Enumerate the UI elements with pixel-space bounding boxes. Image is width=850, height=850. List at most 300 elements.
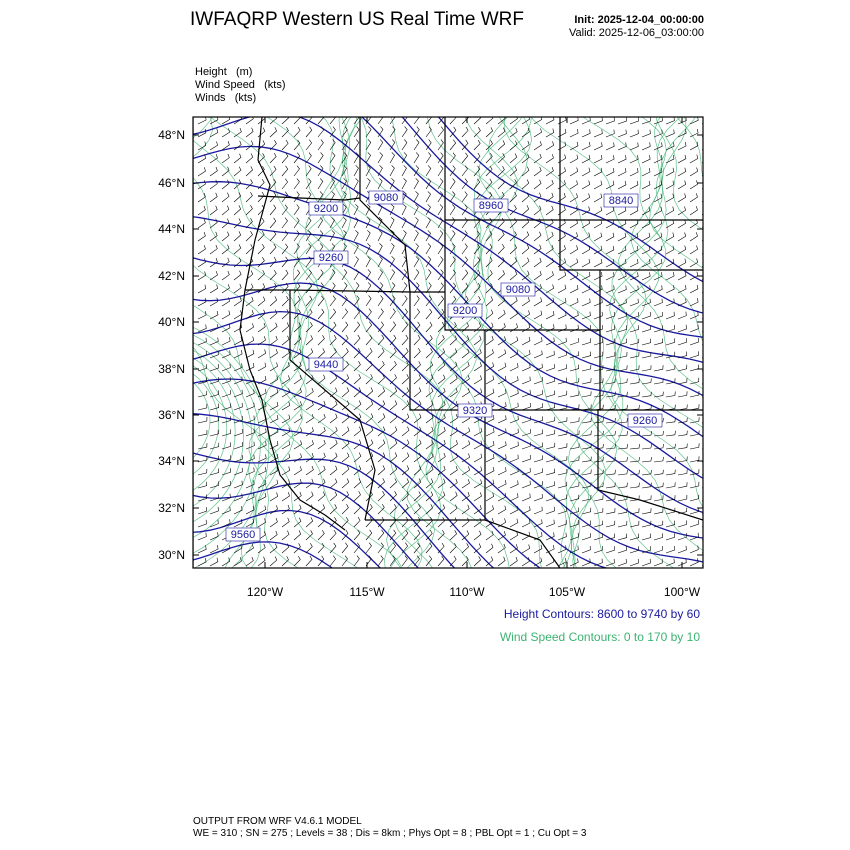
wind-barb [414,335,420,345]
wind-barb [378,491,385,501]
wind-barb [666,365,675,371]
wind-barb [582,142,590,150]
wind-barb [666,246,674,254]
wind-barb [474,140,480,150]
wind-barb [522,193,529,203]
wind-barb [354,504,360,514]
wind-barb [282,531,289,540]
wind-barb [450,362,457,371]
wind-barb [570,168,578,177]
wind-barb [606,168,614,176]
wind-barb [546,456,555,462]
wind-barb [510,271,517,281]
wind-barb [438,505,445,515]
wind-barb [462,192,467,202]
wind-barb [558,142,566,150]
wind-barb [510,390,518,398]
wind-barb [402,178,406,189]
wind-barb [426,414,433,423]
wind-barb [222,350,230,358]
wind-barb [402,478,409,488]
wind-barb [630,444,640,449]
wind-barb [282,428,290,436]
wind-barb [306,414,314,423]
wind-barb [330,466,337,475]
wind-barb [630,259,638,267]
wind-barb [690,365,699,371]
wind-barb [534,128,542,137]
wind-barb [546,232,553,241]
wind-barb [234,218,241,228]
wind-barb [570,245,578,254]
wind-barb [210,284,218,293]
wind-barb [486,531,493,540]
wind-barb [378,517,384,527]
wind-barb [342,217,346,228]
wind-barb [246,557,253,566]
wind-barb [582,233,590,242]
wind-barb [318,296,324,306]
wind-barb [678,405,687,411]
wind-barb [210,558,218,566]
wind-barb [654,508,663,514]
wind-barb [402,427,409,436]
wind-barb [198,430,207,436]
wind-barb [222,468,231,475]
height-contour-label: 9320 [462,405,488,417]
wind-barb [642,312,651,319]
wind-barb [654,533,663,540]
wind-barb [486,115,493,124]
wind-barb [546,430,555,436]
wind-barb [630,559,639,566]
wind-barb [438,230,443,241]
wind-barb [354,427,361,436]
wind-barb [246,205,252,215]
state-border [560,117,600,330]
wind-barb [294,375,301,384]
wind-barb [378,387,385,397]
wind-barb [438,517,445,527]
wind-barb [222,206,229,215]
wind-barb [558,443,567,449]
wind-barb [522,403,531,410]
wind-speed-contour [305,110,442,580]
wind-barb [558,495,567,502]
wind-barb [618,207,626,215]
wind-barb [594,207,602,215]
wind-barb [330,230,335,241]
wind-barb [510,141,517,150]
wind-barb [654,259,662,267]
wind-barb [306,335,313,345]
wind-barb [498,115,505,124]
wind-barb [630,379,639,384]
wind-barb [210,245,217,254]
wind-barb [642,457,652,462]
wind-barb [390,504,396,514]
wind-barb [630,405,640,410]
wind-barb [510,557,517,566]
wind-barb [378,530,384,540]
wind-barb [198,338,206,345]
wind-barb [606,233,614,241]
wind-barb [498,179,504,189]
wind-barb [522,455,531,462]
wind-barb [306,296,312,306]
wind-barb [258,506,266,514]
wind-barb [498,363,506,371]
wind-barb [366,427,373,436]
latitude-label: 46°N [158,176,185,190]
wind-barb [390,322,396,332]
wind-barb [282,296,288,306]
wind-barb [534,455,543,462]
wind-barb [282,114,289,124]
wind-barb [462,244,467,254]
wind-barb [438,348,445,358]
wind-barb [246,192,252,202]
wind-barb [498,480,506,488]
wind-barb [678,181,686,190]
wind-barb [666,155,674,163]
height-contour-legend: Height Contours: 8600 to 9740 by 60 [503,607,700,621]
wind-barb [534,180,541,189]
wind-barb [498,544,505,553]
wind-barb [462,218,467,228]
wind-barb [474,428,482,436]
wind-barb [666,130,674,138]
wind-barb [306,127,312,137]
wind-barb [486,389,494,397]
wind-barb [462,543,469,553]
wind-barb [450,543,456,553]
wind-barb [366,309,371,319]
wind-barb [534,258,541,267]
wind-barb [390,414,397,423]
latitude-label: 40°N [158,315,185,329]
wind-barb [366,335,372,345]
wind-barb [258,363,266,371]
wind-barb [666,285,674,293]
wind-barb [642,325,651,332]
wind-barb [546,391,555,398]
wind-speed-contour [655,110,799,580]
wind-barb [642,559,651,566]
wind-barb [618,352,627,358]
wind-barb [282,505,289,514]
wind-barb [222,154,229,163]
wind-barb [570,338,579,345]
wind-barb [330,556,336,566]
wind-barb [618,379,627,384]
wind-barb [330,414,337,423]
wind-barb [558,325,566,333]
wind-barb [246,442,254,449]
wind-barb [354,335,360,345]
wind-barb [258,297,265,306]
wind-barb [642,220,650,228]
wind-barb [390,374,397,384]
wind-barb [462,153,468,163]
wind-barb [198,507,207,514]
wind-barb [438,556,444,566]
wind-barb [402,401,409,411]
wind-barb [546,469,555,475]
wind-barb [678,206,686,215]
wind-barb [330,114,336,124]
wind-barb [582,508,591,514]
wind-barb [666,418,675,423]
wind-barb [402,374,409,384]
wind-barb [522,363,530,371]
wind-barb [510,310,517,319]
wind-barb [270,518,277,527]
wind-barb [366,466,373,476]
wind-barb [678,272,686,280]
wind-barb [678,325,687,332]
height-contour-label: 8960 [478,200,504,212]
wind-barb [318,140,323,150]
wind-barb [678,520,687,527]
wind-barb [354,556,359,566]
wind-barb [690,168,698,177]
wind-barb [426,401,433,410]
latitude-label: 44°N [158,222,185,236]
wind-barb [306,166,311,176]
wind-barb [498,323,505,332]
wind-barb [222,193,229,202]
wind-barb [678,155,686,163]
wind-barb [570,219,578,228]
wind-barb [282,153,288,163]
wind-barb [450,401,457,410]
wind-barb [294,166,300,176]
wind-barb [294,192,299,202]
wind-barb [534,141,542,150]
wind-barb [642,272,650,280]
wind-barb [690,520,699,527]
wind-barb [690,495,699,501]
wind-barb [258,350,266,359]
wind-barb [270,323,277,332]
wind-barb [582,378,591,384]
wind-barb [414,230,418,241]
wind-barb [234,231,241,241]
wind-barb [306,244,311,255]
wind-barb [330,217,335,228]
wind-barb [666,207,674,215]
height-contour-label: 9200 [452,305,478,317]
wind-barb [534,337,542,345]
wind-barb [654,483,663,488]
wind-barb [654,470,663,475]
height-contour-label: 9080 [505,284,531,296]
wind-barb [474,375,482,384]
wind-barb [642,508,651,514]
wind-barb [414,348,420,358]
wind-barb [330,492,337,502]
wind-barb [426,309,432,319]
wind-barb [546,154,554,163]
wind-barb [222,180,229,189]
wind-barb [690,245,698,254]
wind-speed-contour [573,110,733,580]
wind-barb [342,453,349,462]
footer-line-1: OUTPUT FROM WRF V4.6.1 MODEL [193,816,362,827]
wind-barb [606,470,616,475]
wind-barb [366,387,373,397]
wind-barb [582,546,590,553]
wind-barb [618,431,628,436]
wind-barb [294,179,299,189]
wind-barb [378,114,383,124]
wind-barb [558,364,567,371]
wind-barb [198,232,205,241]
field-name: Wind Speed [195,79,255,91]
wind-barb [330,348,337,358]
wind-barb [426,191,431,202]
wind-barb [450,153,455,163]
wind-barb [330,309,336,319]
wind-barb [450,492,457,501]
wind-barb [282,479,290,488]
wind-barb [378,230,382,241]
wind-barb [426,153,431,164]
wind-barb [414,191,418,202]
wind-barb [690,206,698,215]
wind-barb [294,556,300,566]
wind-barb [354,230,358,241]
wind-barb [378,374,385,384]
wind-barb [642,444,652,449]
wind-barb [402,140,407,151]
wind-barb [450,414,458,423]
wind-barb [438,427,445,436]
wind-barb [450,440,458,449]
wind-barb [342,504,348,514]
wind-barb [546,311,554,319]
wind-barb [378,269,383,280]
wind-barb [642,405,652,410]
wind-barb [606,483,615,488]
wind-barb [378,440,385,449]
wind-barb [522,377,530,384]
wind-barb [594,299,602,306]
wind-barb [414,152,419,163]
wind-barb [294,530,301,540]
wind-barb [366,401,373,411]
wind-barb [690,469,699,475]
wind-barb [618,534,627,540]
wind-barb [366,543,372,553]
wind-barb [510,480,518,488]
height-contour-label: 9440 [313,359,339,371]
wind-barb [354,178,358,189]
wind-barb [414,309,420,319]
wind-barb [294,205,299,215]
wind-barb [222,271,229,280]
wind-barb [678,194,686,203]
wind-barb [546,507,555,514]
wind-barb [294,466,302,475]
wind-barb [570,298,578,306]
wind-barb [414,217,418,228]
wind-barb [198,285,206,293]
wind-barb [282,218,288,228]
wind-barb [246,154,253,164]
wind-barb [366,348,372,358]
wind-barb [246,323,254,332]
wind-barb [462,518,469,527]
wind-barb [594,495,603,501]
wind-barb [210,167,217,176]
wind-barb [534,507,542,514]
wind-barb [630,130,638,137]
wind-barb [198,311,206,319]
wind-barb [534,403,543,410]
wind-barb [270,127,277,137]
wind-barb [438,257,443,268]
wind-barb [594,521,603,527]
wind-barb [642,534,651,541]
wind-barb [378,361,384,371]
wind-barb [366,127,371,138]
wind-barb [570,391,579,397]
wind-barb [666,559,674,566]
wind-barb [558,129,566,137]
wind-barb [642,495,651,501]
wind-barb [510,493,518,501]
wind-barb [234,128,241,137]
wind-barb [618,457,628,462]
wind-barb [318,114,324,124]
wind-barb [342,309,348,319]
wind-barb [378,348,384,358]
wind-barb [270,376,278,384]
wind-barb [546,180,553,189]
wind-barb [390,453,397,463]
wind-barb [234,154,241,163]
wind-barb [462,453,470,462]
wind-barb [666,470,675,475]
wind-barb [258,192,264,202]
wind-barb [306,401,313,410]
wind-barb [606,508,615,514]
wind-barb [666,312,674,319]
wind-barb [666,168,674,176]
wind-barb [570,285,578,293]
wind-barb [582,129,590,137]
wind-barb [522,324,530,332]
wind-barb [642,379,651,385]
wind-barb [330,335,336,345]
wind-barb [246,115,253,124]
wind-barb [474,336,481,345]
wind-barb [366,517,372,527]
wind-barb [258,518,266,527]
wind-barb [570,482,579,488]
wind-barb [246,284,253,293]
wind-barb [678,444,687,449]
wind-barb [618,155,626,163]
wind-barb [522,232,529,242]
wind-barb [282,336,289,345]
init-time: Init: 2025-12-04_00:00:00 [574,14,704,26]
wind-barb [510,297,517,306]
wind-barb [234,245,241,255]
wind-barb [390,243,394,254]
